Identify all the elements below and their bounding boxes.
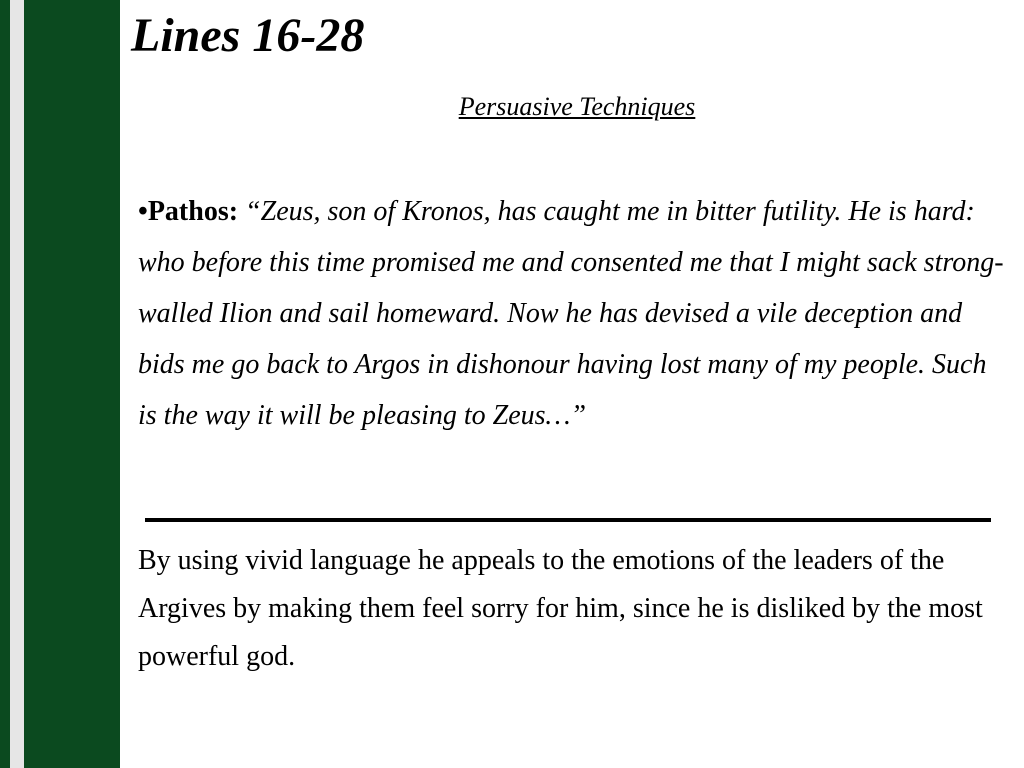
sidebar-green-band [24, 0, 120, 768]
slide-subtitle: Persuasive Techniques [458, 92, 696, 121]
bullet-marker: • [138, 196, 148, 227]
pathos-bullet [138, 186, 1008, 441]
divider-line [145, 518, 991, 522]
sidebar-light-stripe [10, 0, 24, 768]
slide-title: Lines 16-28 [131, 9, 365, 62]
pathos-quote: “Zeus, son of Kronos, has caught me in bitter futility. He is hard: who before this time promised me and consented me that I might sack strong-walled Ilion and sail homeward. Now he has devised a vile deception and bids me go back to Argos in dishonour having lost many of my people. Such is the way it will be pleasing to Zeus…” [138, 196, 1004, 431]
explanation-text: By using vivid language he appeals to the emotions of the leaders of the Argives by making them feel sorry for him, since he is disliked by the most powerful god. [138, 545, 983, 672]
sidebar-green-edge [0, 0, 10, 768]
bullet-label: Pathos: [147, 196, 239, 227]
